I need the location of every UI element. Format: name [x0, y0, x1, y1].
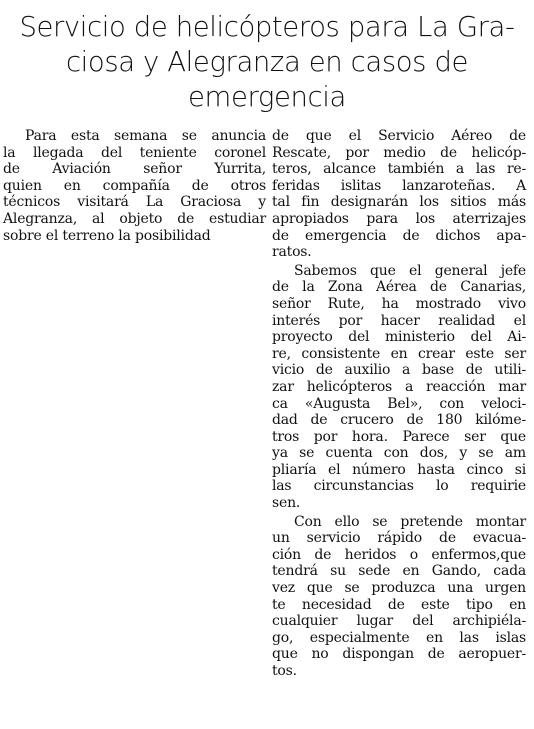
text-line: ratos. — [272, 244, 312, 261]
text-line: proyecto del ministerio del Ai- — [272, 329, 526, 346]
text-line: señor Rute, ha mostrado vivo — [272, 295, 526, 312]
text-line: un servicio rápido de evacua- — [272, 530, 526, 547]
text-line: re, consistente en crear este ser — [272, 345, 526, 362]
text-line: interés por hacer realidad el — [272, 312, 526, 329]
text-line: go, especialmente en las islas — [272, 629, 526, 646]
text-line: cualquier lugar del archipiéla- — [272, 613, 526, 630]
text-line: apropiados para los aterrizajes — [272, 210, 526, 227]
text-line: Rescate, por medio de helicóp- — [272, 144, 526, 161]
text-line: ya se cuenta con dos, y se am — [272, 445, 526, 462]
text-line: feridas islitas lanzaroteñas. A — [272, 177, 526, 194]
text-line: Alegranza, al objeto de estudiar — [3, 210, 266, 227]
text-line: de emergencia de dichos apa- — [272, 227, 526, 244]
text-line: de que el Servicio Aéreo de — [272, 128, 526, 144]
text-line: Para esta semana se anuncia — [25, 128, 266, 144]
text-line: ción de heridos o enfermos,que — [272, 546, 526, 563]
text-line: tal fin designarán los sitios más — [272, 194, 526, 211]
article-paragraph — [3, 128, 266, 244]
text-line: tos. — [272, 663, 297, 679]
text-line: Con ello se pretende montar — [294, 513, 526, 530]
text-line: tros por hora. Parece ser que — [272, 428, 526, 445]
text-line: tendrá su sede en Gando, cada — [272, 563, 526, 580]
text-line: pliaría el número hasta cinco si — [272, 461, 526, 478]
article-right-column — [272, 128, 526, 680]
text-line: de Aviación señor Yurrita, — [3, 161, 266, 178]
headline-line: emergencia — [188, 81, 346, 113]
text-line: técnicos visitará La Graciosa y — [3, 194, 266, 211]
headline-line: ciosa y Alegranza en casos de — [65, 46, 469, 78]
text-line: te necesidad de este tipo en — [272, 596, 526, 613]
text-line: dad de crucero de 180 kilóme- — [272, 412, 526, 429]
text-line: quien en compañía de otros — [3, 177, 266, 194]
headline-line: Servicio de helicópteros para La Gra- — [19, 11, 515, 43]
text-line: que no dispongan de aeropuer- — [272, 646, 526, 663]
text-line: vez que se produzca una urgen — [272, 580, 526, 597]
article-paragraph — [272, 263, 526, 512]
text-line: la llegada del teniente coronel — [3, 144, 266, 161]
article-headline — [6, 10, 528, 115]
text-line: las circunstancias lo requirie — [272, 478, 526, 495]
text-line: vicio de auxilio a base de utili- — [272, 362, 526, 379]
text-line: teros, alcance también a las re- — [272, 161, 526, 178]
text-line: sen. — [272, 495, 301, 512]
article-paragraph — [272, 514, 526, 680]
article-left-column — [3, 128, 266, 244]
text-line: ca «Augusta Bel», con veloci- — [272, 395, 526, 412]
text-line: Sabemos que el general jefe — [294, 262, 526, 279]
text-line: zar helicópteros a reacción mar — [272, 378, 526, 395]
text-line: de la Zona Aérea de Canarias, — [272, 279, 526, 296]
text-line: sobre el terreno la posibilidad — [3, 227, 211, 244]
article-paragraph — [272, 128, 526, 261]
